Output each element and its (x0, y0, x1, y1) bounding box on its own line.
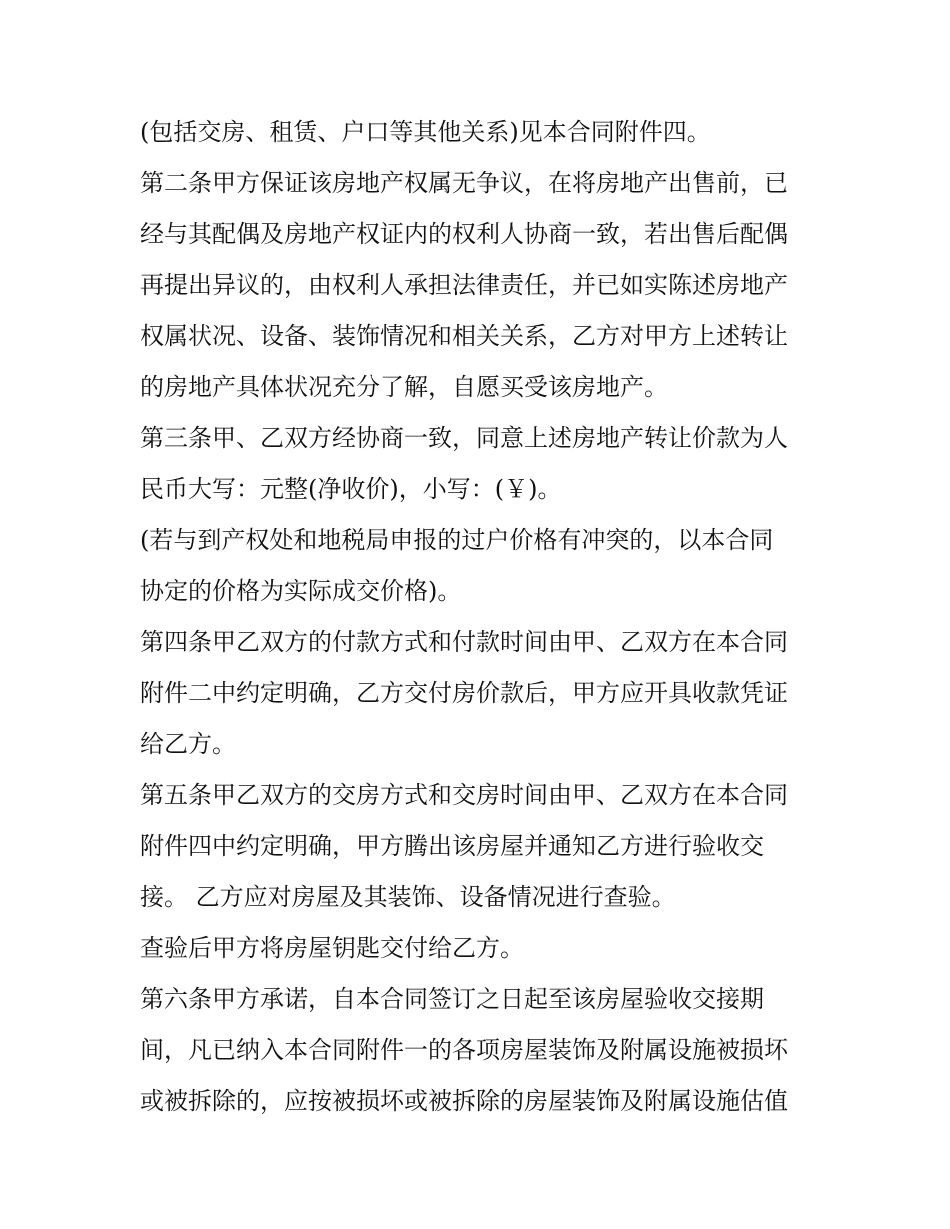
text-line: 附件四中约定明确，甲方腾出该房屋并通知乙方进行验收交 (140, 832, 764, 860)
text-line: 接。 乙方应对房屋及其装饰、设备情况进行查验。 (140, 883, 676, 911)
document-body (140, 107, 820, 1127)
text-line: 查验后甲方将房屋钥匙交付给乙方。 (140, 934, 524, 962)
text-line: 给乙方。 (140, 730, 236, 758)
text-line: 第四条甲乙双方的付款方式和付款时间由甲、乙双方在本合同 (140, 628, 788, 656)
text-line: (包括交房、租赁、户口等其他关系)见本合同附件四。 (140, 118, 711, 146)
text-line: 间，凡已纳入本合同附件一的各项房屋装饰及附属设施被损坏 (140, 1036, 788, 1064)
text-line: 第二条甲方保证该房地产权属无争议，在将房地产出售前，已 (140, 169, 788, 197)
text-line: 或被拆除的，应按被损坏或被拆除的房屋装饰及附属设施估值 (140, 1087, 788, 1115)
text-line: 权属状况、设备、装饰情况和相关关系，乙方对甲方上述转让 (140, 322, 788, 350)
text-line: 的房地产具体状况充分了解，自愿买受该房地产。 (140, 373, 668, 401)
text-line: 经与其配偶及房地产权证内的权利人协商一致，若出售后配偶 (140, 220, 788, 248)
text-line: 第六条甲方承诺，自本合同签订之日起至该房屋验收交接期 (140, 985, 764, 1013)
text-line: 协定的价格为实际成交价格)。 (140, 577, 462, 605)
text-line: 第五条甲乙双方的交房方式和交房时间由甲、乙双方在本合同 (140, 781, 788, 809)
text-line: 第三条甲、乙双方经协商一致，同意上述房地产转让价款为人 (140, 424, 788, 452)
text-line: 附件二中约定明确，乙方交付房价款后，甲方应开具收款凭证 (140, 679, 788, 707)
text-line: 再提出异议的，由权利人承担法律责任，并已如实陈述房地产 (140, 271, 788, 299)
text-line: (若与到产权处和地税局申报的过户价格有冲突的，以本合同 (140, 526, 774, 554)
text-line: 民币大写：元整(净收价)，小写：(￥)。 (140, 475, 562, 503)
